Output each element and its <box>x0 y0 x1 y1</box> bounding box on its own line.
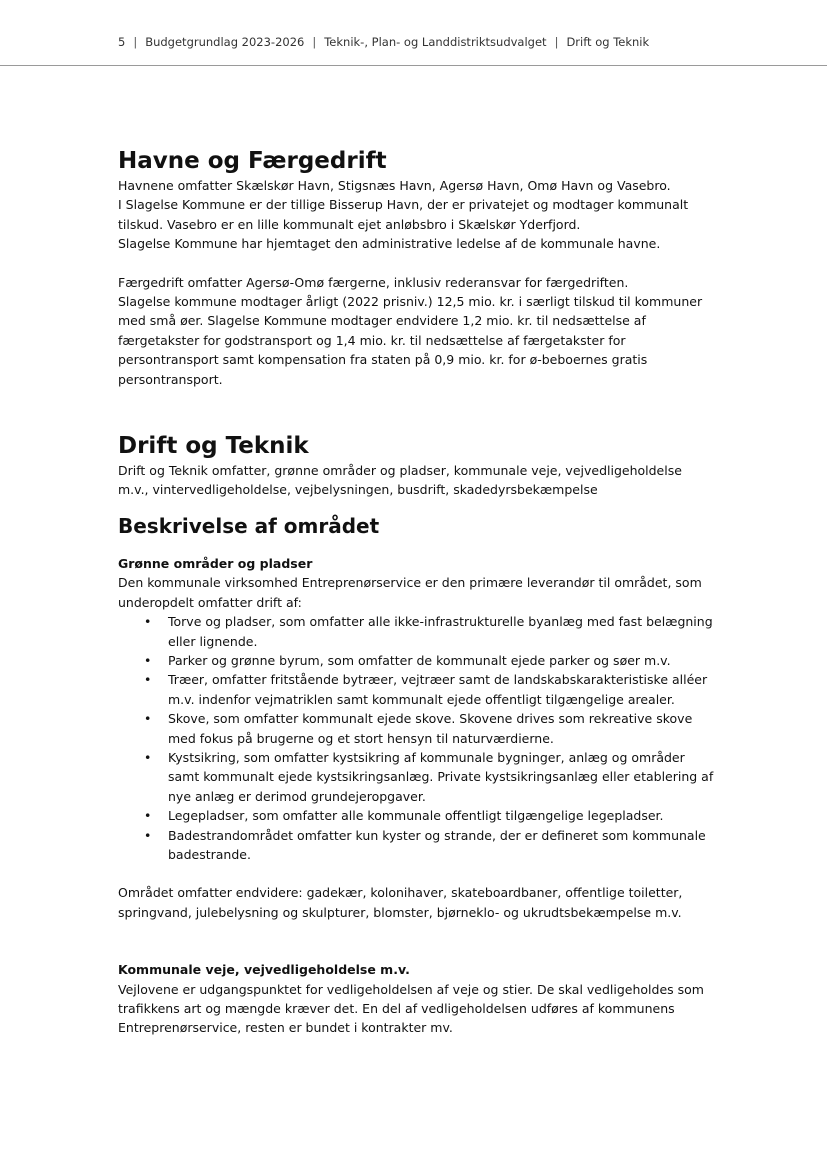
list-item: • Legepladser, som omfatter alle kommunale offentligt tilgængelige legepladser. <box>168 806 714 825</box>
page-content <box>118 146 714 1038</box>
spacer <box>118 540 714 554</box>
groenne-heading: Grønne områder og pladser <box>118 555 313 571</box>
header-separator: | <box>554 35 559 49</box>
header-section: Drift og Teknik <box>566 35 650 49</box>
veje-paragraph: Vejlovene er udgangspunktet for vedligeholdelsen af veje og stier. De skal vedligeholdes som trafikkens art og mængde kræver det. En del af vedligeholdelsen udføres af kommunens Entreprenørservice, resten er bundet i kontrakter mv. <box>118 981 704 1036</box>
havne-paragraph-line: I Slagelse Kommune er der tillige Bisserup Havn, der er privatejet og modtager kommunalt tilskud. Vasebro er en lille kommunalt ejet anløbsbro i Skælskør Yderfjord. <box>118 197 689 232</box>
header-separator: | <box>312 35 317 49</box>
spacer <box>118 389 714 427</box>
page-header <box>0 0 827 66</box>
groenne-list <box>118 612 714 864</box>
drift-heading: Drift og Teknik <box>118 433 309 460</box>
drift-intro: Drift og Teknik omfatter, grønne områder og pladser, kommunale veje, vejvedligeholdelse m.v., vintervedligeholdelse, vejbelysningen, busdrift, skadedyrsbekæmpelse <box>118 463 682 498</box>
header-separator: | <box>133 35 138 49</box>
list-item: • Badestrandområdet omfatter kun kyster og strande, der er defineret som kommunale badestrande. <box>168 826 714 865</box>
list-item: • Torve og pladser, som omfatter alle ikke-infrastrukturelle byanlæg med fast belægning eller lignende. <box>168 612 714 651</box>
havne-paragraph-line: Havnene omfatter Skælskør Havn, Stigsnæs Havn, Agersø Havn, Omø Havn og Vasebro. <box>118 178 671 193</box>
spacer <box>118 922 714 960</box>
beskrivelse-heading: Beskrivelse af området <box>118 513 380 538</box>
veje-heading: Kommunale veje, vejvedligeholdelse m.v. <box>118 962 410 978</box>
faerge-paragraph-line: Færgedrift omfatter Agersø-Omø færgerne, inklusiv rederansvar for færgedriften. <box>118 274 629 290</box>
list-item: • Skove, som omfatter kommunalt ejede skove. Skovene drives som rekreative skove med fokus på brugerne og et stort hensyn til naturværdierne. <box>168 709 714 748</box>
havne-heading: Havne og Færgedrift <box>118 148 387 174</box>
list-item: • Træer, omfatter fritstående bytræer, vejtræer samt de landskabskarakteristiske alléer m.v. indenfor vejmatriklen samt kommunalt ejede offentligt tilgængelige arealer. <box>168 670 714 709</box>
header-committee: Teknik-, Plan- og Landdistriktsudvalget <box>324 35 547 49</box>
spacer <box>118 254 714 273</box>
endvidere-paragraph: Området omfatter endvidere: gadekær, kolonihaver, skateboardbaner, offentlige toiletter, springvand, julebelysning og skulpturer, blomster, bjørneklo- og ukrudtsbekæmpelse m.v. <box>118 885 683 920</box>
page-number: 5 <box>118 35 126 49</box>
header-doc-title: Budgetgrundlag 2023-2026 <box>145 35 305 49</box>
spacer <box>118 864 714 883</box>
groenne-intro: Den kommunale virksomhed Entreprenørservice er den primære leverandør til området, som underopdelt omfatter drift af: <box>118 575 702 610</box>
list-item: • Kystsikring, som omfatter kystsikring af kommunale bygninger, anlæg og områder samt kommunalt ejede kystsikringsanlæg. Private kystsikringsanlæg eller etablering af nye anlæg er derimod grundejeropgaver. <box>168 748 714 806</box>
havne-paragraph-line: Slagelse Kommune har hjemtaget den administrative ledelse af de kommunale havne. <box>118 236 661 252</box>
list-item: • Parker og grønne byrum, som omfatter de kommunalt ejede parker og søer m.v. <box>168 651 714 670</box>
spacer <box>118 500 714 512</box>
header-line <box>118 35 649 49</box>
faerge-paragraph-line: Slagelse kommune modtager årligt (2022 prisniv.) 12,5 mio. kr. i særligt tilskud til kommuner med små øer. Slagelse Kommune modtager endvidere 1,2 mio. kr. til nedsættelse af færgetakster for godstransport og 1,4 mio. kr. til nedsættelse af færgetakster for persontransport samt kompensation fra staten på 0,9 mio. kr. for ø-beboernes gratis persontransport. <box>118 294 703 387</box>
